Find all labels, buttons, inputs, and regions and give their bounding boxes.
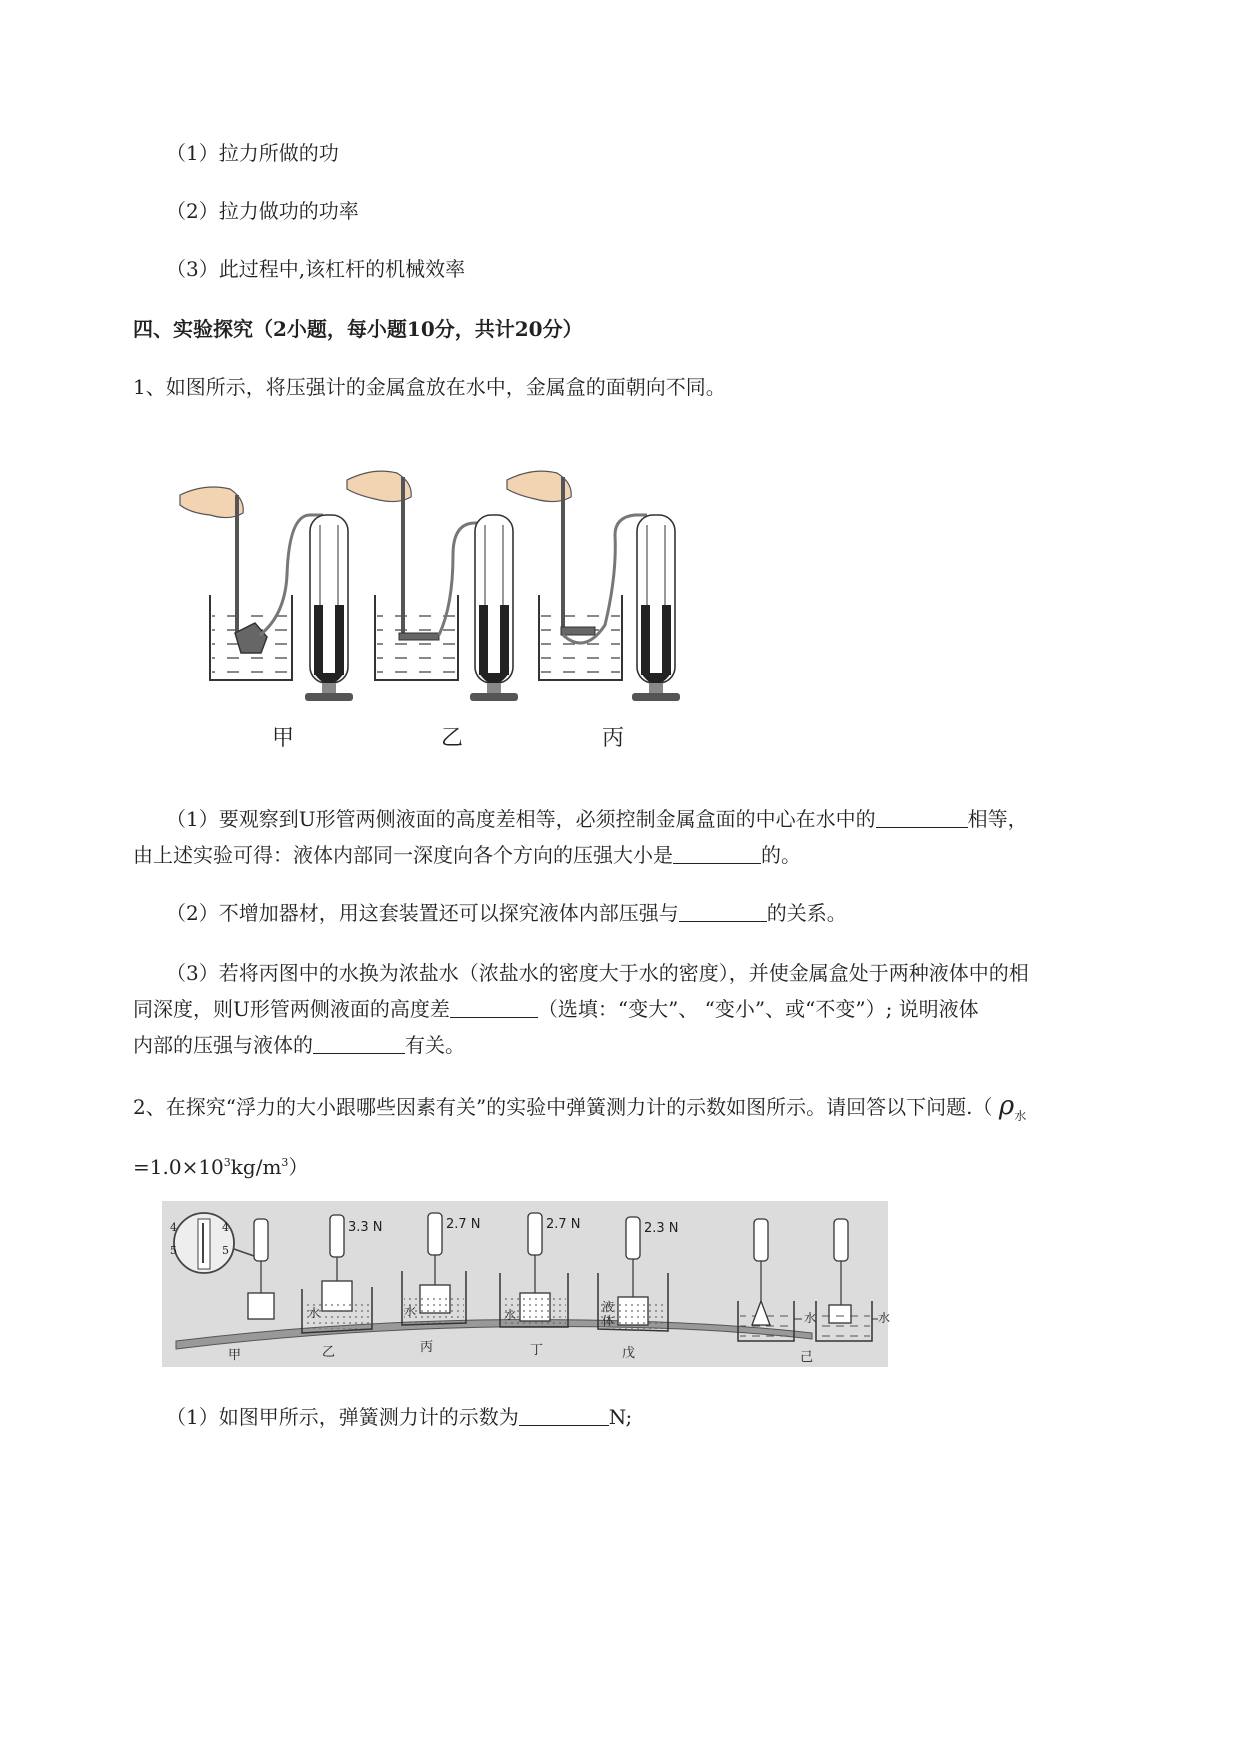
- q1-stem: 1、如图所示，将压强计的金属盒放在水中，金属盒的面朝向不同。: [133, 375, 726, 399]
- rho-subscript: 水: [1014, 1109, 1027, 1123]
- reading-wu: 2.3 N: [644, 1221, 679, 1236]
- answer-blank[interactable]: [450, 995, 538, 1018]
- rho-symbol: ρ: [998, 1091, 1015, 1121]
- q1-part3-text-b: 同深度，则U形管两侧液面的高度差: [133, 997, 450, 1021]
- section-title: 四、实验探究（2小题，每小题10分，共计20分）: [133, 317, 583, 341]
- fig2-label-ji: 己: [800, 1350, 814, 1365]
- liquid-label-wu: 液体: [602, 1300, 615, 1328]
- scale-tick-1: 4: [170, 1221, 177, 1234]
- reading-yi: 3.3 N: [348, 1220, 383, 1235]
- question-item-3: （3）此过程中,该杠杆的机械效率: [166, 257, 466, 281]
- q2-stem-line2: [133, 1148, 308, 1182]
- q1-part3-text-c: （选填：“变大”、 “变小”、或“不变”）; 说明液体: [537, 997, 979, 1021]
- q2-stem-line1: [133, 1091, 1026, 1131]
- fig2-label-ding: 丁: [530, 1343, 544, 1358]
- q1-part1-text-d: 的。: [761, 843, 801, 867]
- reading-ding: 2.7 N: [546, 1217, 581, 1232]
- question-item-1: （1）拉力所做的功: [166, 141, 339, 165]
- q2-stem-text-b: =1.0×10: [133, 1155, 224, 1179]
- scale-tick-4: 5: [222, 1244, 229, 1257]
- q2-stem-text-a: 2、在探究“浮力的大小跟哪些因素有关”的实验中弹簧测力计的示数如图所示。请回答以下问题.（: [133, 1095, 993, 1119]
- q2-stem-text-d: ）: [288, 1155, 309, 1179]
- q1-part1-text-c: 由上述实验可得：液体内部同一深度向各个方向的压强大小是: [133, 843, 673, 867]
- side-label-2: 水: [878, 1311, 891, 1325]
- pressure-gauge-figure: [175, 455, 715, 755]
- fig2-label-jia: 甲: [228, 1348, 242, 1363]
- q1-part1-line2: [133, 840, 801, 870]
- answer-blank[interactable]: [876, 805, 968, 828]
- fig2-label-wu: 戊: [622, 1346, 636, 1361]
- q1-part1-line1: [166, 804, 1028, 834]
- q2-part1-text-b: N;: [608, 1405, 633, 1429]
- question-item-2: （2）拉力做功的功率: [166, 199, 359, 223]
- answer-blank[interactable]: [679, 899, 767, 922]
- q1-part3-line1: （3）若将丙图中的水换为浓盐水（浓盐水的密度大于水的密度），并使金属盒处于两种液体中的相: [166, 961, 1029, 985]
- exponent-1: 3: [223, 1156, 231, 1169]
- side-label-1: 水: [804, 1311, 817, 1325]
- q1-part3-line2: [133, 994, 979, 1024]
- q1-part3-line3: [133, 1030, 465, 1060]
- fig2-label-bing: 丙: [420, 1340, 434, 1355]
- fig2-label-yi: 乙: [322, 1345, 336, 1360]
- q1-part2-text-a: （2）不增加器材，用这套装置还可以探究液体内部压强与: [166, 901, 679, 925]
- answer-blank[interactable]: [313, 1031, 405, 1054]
- liquid-label-yi: 水: [308, 1306, 321, 1320]
- fig1-label-yi: 乙: [441, 726, 464, 751]
- q2-part1-line: [166, 1402, 632, 1432]
- reading-bing: 2.7 N: [446, 1217, 481, 1232]
- scale-tick-2: 4: [222, 1221, 229, 1234]
- scale-tick-3: 5: [170, 1244, 177, 1257]
- q1-part2-text-b: 的关系。: [766, 901, 847, 925]
- setup-bing: [507, 471, 680, 701]
- fig1-label-jia: 甲: [272, 726, 295, 751]
- q1-part1-text-a: （1）要观察到U形管两侧液面的高度差相等，必须控制金属盒面的中心在水中的: [166, 807, 876, 831]
- q2-stem-text-c: kg/m: [230, 1155, 282, 1179]
- setup-yi: [347, 471, 518, 701]
- buoyancy-figure: [162, 1201, 891, 1367]
- q2-part1-text-a: （1）如图甲所示，弹簧测力计的示数为: [166, 1405, 519, 1429]
- q1-part3-text-d: 内部的压强与液体的: [133, 1033, 313, 1057]
- fig1-label-bing: 丙: [602, 726, 625, 751]
- q1-part1-text-b: 相等，: [967, 807, 1028, 831]
- q1-part3-text-e: 有关。: [405, 1033, 465, 1057]
- answer-blank[interactable]: [519, 1403, 609, 1426]
- liquid-label-ding: 水: [504, 1308, 517, 1322]
- answer-blank[interactable]: [673, 841, 761, 864]
- liquid-label-bing: 水: [404, 1304, 417, 1318]
- setup-jia: [180, 487, 353, 701]
- q1-part2-line: [166, 898, 847, 928]
- exponent-2: 3: [281, 1156, 289, 1169]
